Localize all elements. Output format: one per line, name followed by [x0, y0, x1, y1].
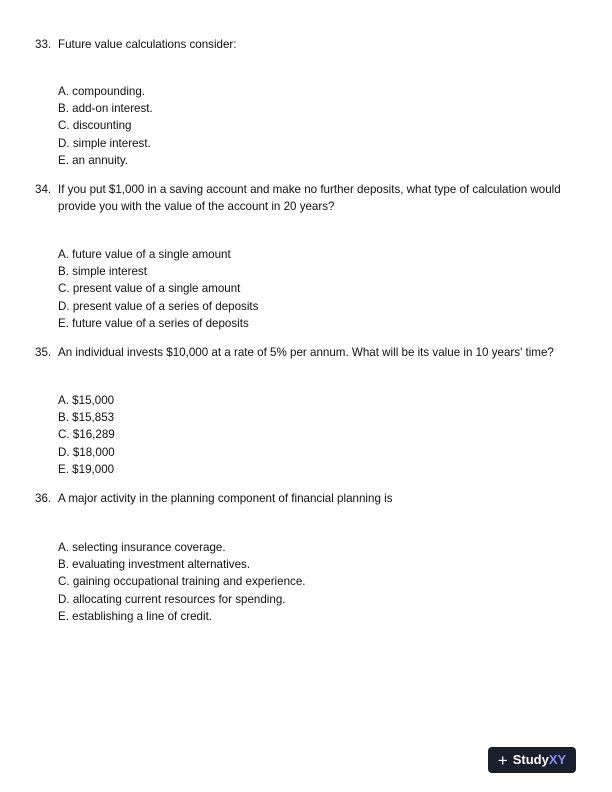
question-number: 33. — [35, 38, 52, 51]
option-b: B. evaluating investment alternatives. — [58, 558, 251, 572]
question-text: Future value calculations consider: — [58, 38, 237, 51]
option-e: E. establishing a line of credit. — [58, 609, 213, 623]
question-36 — [35, 490, 580, 507]
studyxy-logo-badge[interactable] — [488, 747, 576, 773]
question-number: 34. — [35, 183, 52, 196]
question-number: 35. — [35, 346, 52, 359]
option-c: C. discounting — [58, 119, 132, 133]
option-e: E. future value of a series of deposits — [58, 316, 249, 330]
option-a: A. $15,000 — [58, 394, 115, 407]
question-text: If you put $1,000 in a saving account and make no further deposits, what type of calculation would provide you with the value of the account in 20 years? — [58, 183, 561, 214]
answer-options — [58, 246, 258, 332]
option-e: E. an annuity. — [58, 153, 129, 167]
option-e: E. $19,000 — [58, 462, 115, 476]
question-35 — [35, 344, 580, 361]
answer-options — [58, 83, 153, 169]
option-a: A. compounding. — [58, 85, 146, 98]
brand-accent: XY — [548, 752, 567, 768]
question-34 — [35, 181, 580, 215]
question-text: An individual invests $10,000 at a rate of 5% per annum. What will be its value in 10 years' time? — [58, 346, 554, 359]
option-d: D. simple interest. — [58, 136, 151, 150]
option-d: D. allocating current resources for spending. — [58, 592, 286, 606]
option-d: D. present value of a series of deposits — [58, 299, 259, 313]
answer-options — [58, 392, 115, 478]
option-b: B. simple interest — [58, 265, 147, 279]
plus-icon: + — [497, 750, 508, 770]
question-number: 36. — [35, 492, 52, 505]
question-33 — [35, 36, 580, 53]
option-d: D. $18,000 — [58, 445, 115, 459]
option-c: C. $16,289 — [58, 428, 115, 442]
option-b: B. $15,853 — [58, 411, 115, 425]
brand-main: Study — [512, 752, 549, 768]
answer-options — [58, 539, 306, 625]
option-a: A. future value of a single amount — [58, 248, 231, 261]
option-c: C. gaining occupational training and experience. — [58, 575, 306, 589]
option-c: C. present value of a single amount — [58, 282, 241, 296]
option-b: B. add-on interest. — [58, 102, 153, 116]
option-a: A. selecting insurance coverage. — [58, 541, 226, 554]
question-text: A major activity in the planning component of financial planning is — [58, 492, 393, 505]
